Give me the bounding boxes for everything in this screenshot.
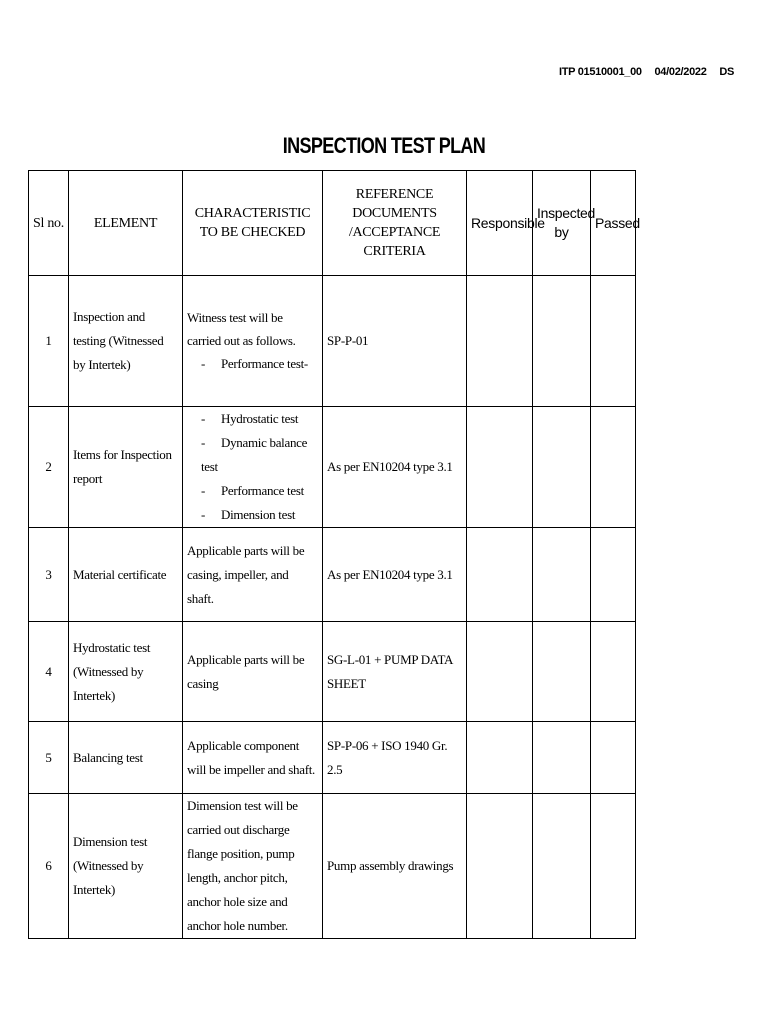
column-header-inspected-by: Inspected by <box>533 171 591 276</box>
row-characteristic: Applicable parts will be casing <box>183 622 323 722</box>
row-element: Inspection and testing (Witnessed by Intertek) <box>69 276 183 407</box>
column-header-characteristic: CHARACTERISTIC TO BE CHECKED <box>183 171 323 276</box>
characteristic-bullet-list <box>187 407 318 527</box>
row-number: 1 <box>29 276 69 407</box>
column-header-passed: Passed <box>591 171 636 276</box>
table-header-row <box>29 171 636 276</box>
row-responsible <box>467 528 533 622</box>
row-responsible <box>467 407 533 528</box>
row-reference: SG-L-01 + PUMP DATA SHEET <box>323 622 467 722</box>
row-inspected-by <box>533 722 591 794</box>
row-responsible <box>467 794 533 939</box>
characteristic-bullet-list <box>187 352 318 376</box>
row-responsible <box>467 276 533 407</box>
row-reference: SP-P-06 + ISO 1940 Gr. 2.5 <box>323 722 467 794</box>
column-header-sl-no: Sl no. <box>29 171 69 276</box>
page-title: INSPECTION TEST PLAN <box>282 133 486 158</box>
column-header-reference: REFERENCE DOCUMENTS /ACCEPTANCE CRITERIA <box>323 171 467 276</box>
row-passed <box>591 722 636 794</box>
row-reference: As per EN10204 type 3.1 <box>323 407 467 528</box>
inspection-test-plan-table <box>28 170 640 939</box>
table-row <box>29 622 636 722</box>
row-element: Items for Inspection report <box>69 407 183 528</box>
row-number: 4 <box>29 622 69 722</box>
row-number: 5 <box>29 722 69 794</box>
bullet-item: - Performance test <box>201 479 318 503</box>
row-element: Material certificate <box>69 528 183 622</box>
row-number: 2 <box>29 407 69 528</box>
row-passed <box>591 794 636 939</box>
row-element: Balancing test <box>69 722 183 794</box>
bullet-item: - Dynamic balance test <box>201 431 318 479</box>
doc-number: ITP 01510001_00 <box>558 66 642 78</box>
row-responsible <box>467 622 533 722</box>
row-characteristic: Applicable component will be impeller and shaft. <box>183 722 323 794</box>
row-responsible <box>467 722 533 794</box>
row-reference: SP-P-01 <box>323 276 467 407</box>
row-characteristic: Dimension test will be carried out discharge flange position, pump length, anchor pitch, anchor hole size and anchor hole number. <box>183 794 323 939</box>
document-reference <box>549 66 734 78</box>
bullet-item: - Dimension test <box>201 503 318 527</box>
table-row <box>29 407 636 528</box>
row-characteristic <box>183 276 323 407</box>
row-inspected-by <box>533 407 591 528</box>
bullet-item: - Performance test- <box>201 352 318 376</box>
column-header-responsible: Responsible <box>467 171 533 276</box>
row-inspected-by <box>533 276 591 407</box>
row-passed <box>591 276 636 407</box>
row-number: 6 <box>29 794 69 939</box>
table-row <box>29 276 636 407</box>
bullet-item: - Hydrostatic test <box>201 407 318 431</box>
characteristic-text: Witness test will be carried out as follows. <box>187 310 296 348</box>
row-inspected-by <box>533 622 591 722</box>
row-reference: Pump assembly drawings <box>323 794 467 939</box>
table-row <box>29 528 636 622</box>
row-inspected-by <box>533 528 591 622</box>
table-row <box>29 722 636 794</box>
row-element: Hydrostatic test (Witnessed by Intertek) <box>69 622 183 722</box>
row-characteristic <box>183 407 323 528</box>
doc-date: 04/02/2022 <box>654 66 707 78</box>
row-passed <box>591 407 636 528</box>
table-row <box>29 794 636 939</box>
row-inspected-by <box>533 794 591 939</box>
column-header-element: ELEMENT <box>69 171 183 276</box>
row-reference: As per EN10204 type 3.1 <box>323 528 467 622</box>
doc-initials: DS <box>719 66 734 78</box>
row-element: Dimension test (Witnessed by Intertek) <box>69 794 183 939</box>
row-characteristic: Applicable parts will be casing, impeller, and shaft. <box>183 528 323 622</box>
row-passed <box>591 528 636 622</box>
row-passed <box>591 622 636 722</box>
row-number: 3 <box>29 528 69 622</box>
